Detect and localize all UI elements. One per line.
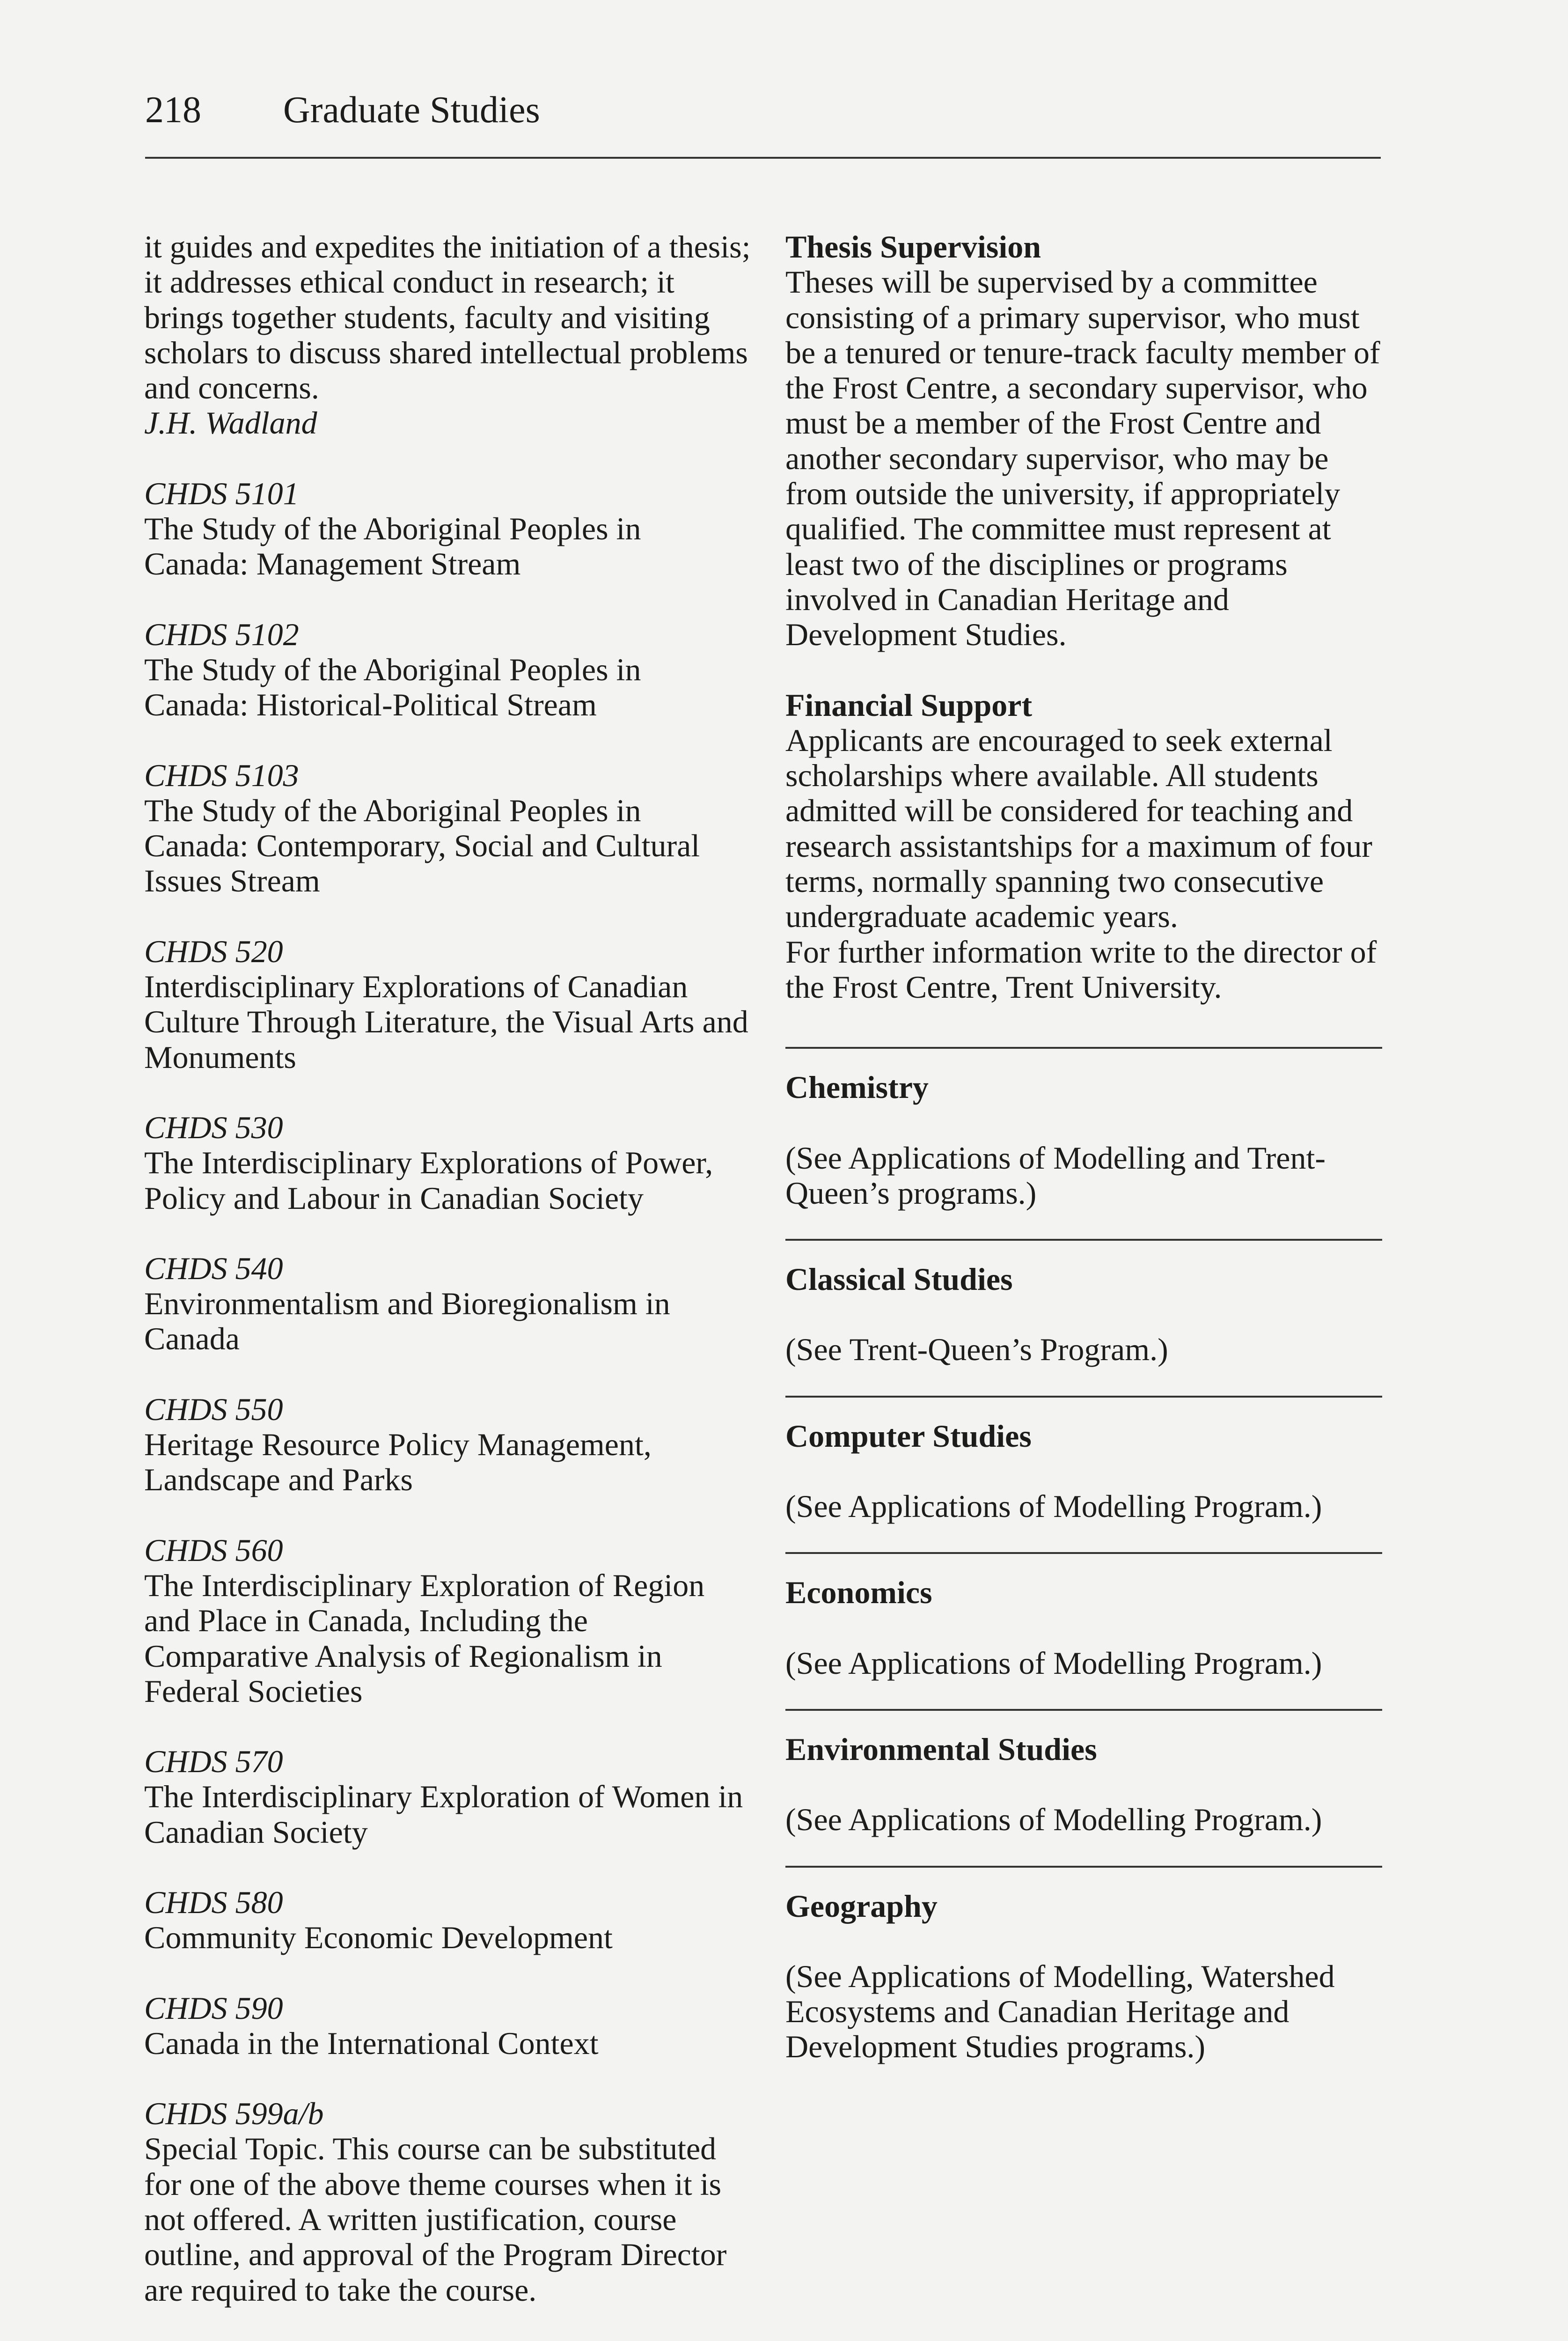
course-title: Canada in the International Context bbox=[144, 2025, 599, 2061]
department-entry bbox=[785, 1396, 1382, 1524]
course-title: The Study of the Aboriginal Peoples in Canada: Management Stream bbox=[144, 511, 641, 582]
course-entry bbox=[144, 758, 753, 899]
course-code: CHDS 5102 bbox=[144, 616, 299, 652]
course-code: CHDS 520 bbox=[144, 933, 283, 969]
course-title: The Interdisciplinary Exploration of Women in Canadian Society bbox=[144, 1779, 743, 1850]
course-code: CHDS 590 bbox=[144, 1990, 283, 2026]
intro-paragraph bbox=[144, 229, 753, 441]
course-code: CHDS 5101 bbox=[144, 475, 299, 511]
course-code: CHDS 560 bbox=[144, 1532, 283, 1568]
left-column bbox=[144, 229, 753, 2341]
course-entry bbox=[144, 1110, 753, 1216]
department-name: Economics bbox=[785, 1575, 932, 1611]
course-title: The Study of the Aboriginal Peoples in Canada: Historical-Political Stream bbox=[144, 651, 641, 723]
department-name: Chemistry bbox=[785, 1069, 929, 1105]
section-body-contact: For further information write to the director of the Frost Centre, Trent University. bbox=[785, 934, 1377, 1005]
department-name: Geography bbox=[785, 1888, 938, 1924]
course-entry bbox=[144, 1392, 753, 1498]
financial-support-section bbox=[785, 688, 1382, 1005]
department-note: (See Applications of Modelling Program.) bbox=[785, 1645, 1322, 1681]
course-title: Special Topic. This course can be substituted for one of the above theme courses when it is not offered. A written justification, course outline, and approval of the Program Director are required to take the course. bbox=[144, 2131, 727, 2308]
course-code: CHDS 550 bbox=[144, 1391, 283, 1427]
course-code: CHDS 580 bbox=[144, 1884, 283, 1920]
author-credit: J.H. Wadland bbox=[144, 405, 317, 441]
thesis-supervision-section bbox=[785, 229, 1382, 653]
department-note: (See Applications of Modelling and Trent-Queen’s programs.) bbox=[785, 1140, 1326, 1211]
intro-text: it guides and expedites the initiation of a thesis; it addresses ethical conduct in research; it brings together students, faculty and visiting scholars to discuss shared intellectual problems and concerns. bbox=[144, 229, 751, 406]
course-entry bbox=[144, 1533, 753, 1709]
course-code: CHDS 530 bbox=[144, 1109, 283, 1145]
page-number: 218 bbox=[145, 89, 201, 131]
course-entry bbox=[144, 1744, 753, 1850]
section-heading: Financial Support bbox=[785, 687, 1033, 723]
section-body: Applicants are encouraged to seek external scholarships where available. All students admitted will be considered for teaching and research assistantships for a maximum of four terms, normally spanning two consecutive undergraduate academic years. bbox=[785, 722, 1372, 935]
course-title: Heritage Resource Policy Management, Landscape and Parks bbox=[144, 1427, 652, 1498]
department-entry bbox=[785, 1047, 1382, 1211]
department-name: Classical Studies bbox=[785, 1261, 1013, 1297]
section-body: Theses will be supervised by a committee consisting of a primary supervisor, who must be a tenured or tenure-track faculty member of the Frost Centre, a secondary supervisor, who must be a member of the Frost Centre and another secondary supervisor, who may be from outside the university, if appropriately qualified. The committee must represent at least two of the disciplines or programs involved in Canadian Heritage and Development Studies. bbox=[785, 264, 1380, 653]
department-note: (See Trent-Queen’s Program.) bbox=[785, 1332, 1168, 1368]
course-entry bbox=[144, 617, 753, 723]
course-code: CHDS 540 bbox=[144, 1250, 283, 1286]
course-entry bbox=[144, 1885, 753, 1956]
course-entry bbox=[144, 476, 753, 582]
course-entry bbox=[144, 1991, 753, 2061]
course-title: Community Economic Development bbox=[144, 1920, 613, 1956]
department-note: (See Applications of Modelling Program.) bbox=[785, 1802, 1322, 1838]
department-name: Computer Studies bbox=[785, 1418, 1032, 1454]
department-name: Environmental Studies bbox=[785, 1731, 1097, 1767]
page-header bbox=[145, 82, 1381, 159]
department-note: (See Applications of Modelling, Watershed Ecosystems and Canadian Heritage and Development Studies programs.) bbox=[785, 1958, 1335, 2065]
section-heading: Thesis Supervision bbox=[785, 229, 1041, 265]
course-entry bbox=[144, 934, 753, 1075]
course-title: Interdisciplinary Explorations of Canadian Culture Through Literature, the Visual Arts and Monuments bbox=[144, 969, 748, 1075]
course-title: The Study of the Aboriginal Peoples in Canada: Contemporary, Social and Cultural Issues Stream bbox=[144, 792, 700, 899]
course-entry bbox=[144, 1251, 753, 1357]
course-title: The Interdisciplinary Exploration of Region and Place in Canada, Including the Comparative Analysis of Regionalism in Federal Societies bbox=[144, 1567, 705, 1709]
department-entry bbox=[785, 1239, 1382, 1368]
course-title: Environmentalism and Bioregionalism in Canada bbox=[144, 1286, 670, 1357]
course-entry bbox=[144, 2096, 753, 2308]
course-code: CHDS 5103 bbox=[144, 757, 299, 793]
department-entry bbox=[785, 1866, 1382, 2065]
department-entry bbox=[785, 1709, 1382, 1838]
right-column bbox=[785, 229, 1382, 2093]
course-title: The Interdisciplinary Explorations of Power, Policy and Labour in Canadian Society bbox=[144, 1145, 713, 1216]
department-note: (See Applications of Modelling Program.) bbox=[785, 1488, 1322, 1524]
course-code: CHDS 570 bbox=[144, 1744, 283, 1780]
course-code: CHDS 599a/b bbox=[144, 2096, 324, 2132]
running-head: Graduate Studies bbox=[283, 89, 540, 131]
department-entry bbox=[785, 1552, 1382, 1681]
